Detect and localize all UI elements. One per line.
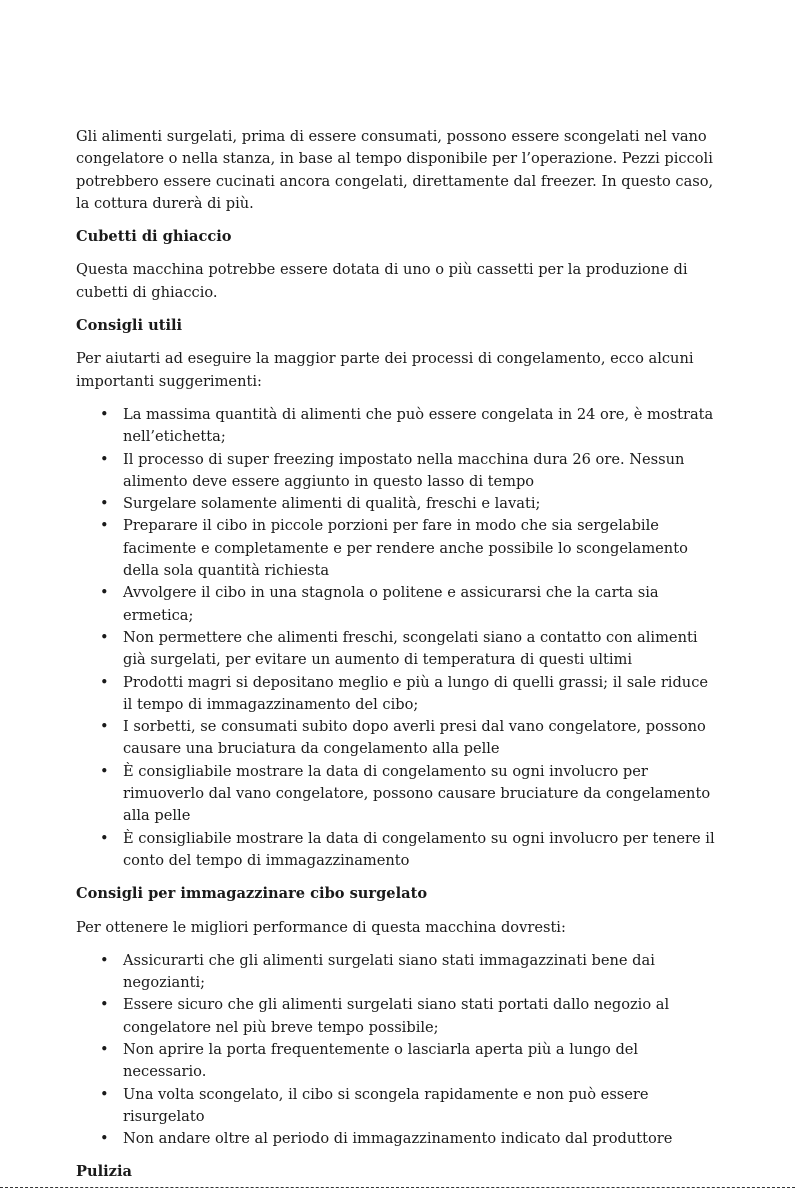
frozen-storage-list (76, 950, 721, 1151)
heading-frozen-storage: Consigli per immagazzinare cibo surgelato (76, 885, 428, 903)
list-item (76, 515, 721, 582)
list-item-text: Essere sicuro che gli alimenti surgelati siano stati portati dallo negozio al congelatore nel più breve tempo possibile; (123, 996, 670, 1036)
list-item (76, 950, 721, 995)
list-item-text: Surgelare solamente alimenti di qualità, freschi e lavati; (123, 495, 541, 513)
list-item (76, 449, 721, 494)
bullet-icon: • (100, 1085, 109, 1103)
list-item-text: Prodotti magri si depositano meglio e più a lungo di quelli grassi; il sale riduce il tempo di immagazzinamento del cibo; (123, 673, 709, 713)
list-item (76, 493, 721, 515)
bullet-icon: • (100, 996, 109, 1014)
list-item-text: È consigliabile mostrare la data di congelamento su ogni involucro per rimuoverlo dal vano congelatore, possono causare bruciature da congelamento alla pelle (123, 762, 711, 825)
document-page (76, 126, 721, 1195)
list-item-text: I sorbetti, se consumati subito dopo averli presi dal vano congelatore, possono causare una bruciatura da congelamento alla pelle (123, 718, 706, 758)
frozen-storage-paragraph: Per ottenere le migliori performance di questa macchina dovresti: (76, 918, 566, 936)
list-item (76, 761, 721, 828)
page-bottom-divider (0, 1187, 795, 1188)
list-item-text: Non aprire la porta frequentemente o lasciarla aperta più a lungo del necessario. (123, 1040, 639, 1081)
list-item (76, 994, 721, 1039)
list-item (76, 716, 721, 761)
list-item (76, 627, 721, 672)
useful-tips-paragraph: Per aiutarti ad eseguire la maggior parte dei processi di congelamento, ecco alcuni importanti suggerimenti: (76, 350, 694, 390)
bullet-icon: • (100, 1040, 109, 1058)
bullet-icon: • (100, 951, 109, 969)
bullet-icon: • (100, 1130, 109, 1148)
useful-tips-list (76, 404, 721, 872)
list-item-text: È consigliabile mostrare la data di congelamento su ogni involucro per tenere il conto del tempo di immagazzinamento (123, 829, 715, 869)
list-item-text: Avvolgere il cibo in una stagnola o politene e assicurarsi che la carta sia ermetica; (123, 584, 659, 624)
list-item (76, 672, 721, 717)
list-item (76, 1128, 721, 1150)
bullet-icon: • (100, 762, 109, 780)
bullet-icon: • (100, 718, 109, 736)
bullet-icon: • (100, 450, 109, 468)
list-item (76, 1039, 721, 1084)
bullet-icon: • (100, 405, 109, 423)
list-item-text: Una volta scongelato, il cibo si scongela rapidamente e non può essere risurgelato (123, 1085, 649, 1125)
list-item-text: Il processo di super freezing impostato nella macchina dura 26 ore. Nessun alimento deve essere aggiunto in questo lasso di tempo (123, 450, 685, 490)
list-item-text: Assicurarti che gli alimenti surgelati siano stati immagazzinati bene dai negozianti; (123, 951, 655, 992)
heading-ice-cubes: Cubetti di ghiaccio (76, 228, 232, 246)
list-item-text: Preparare il cibo in piccole porzioni per fare in modo che sia sergelabile facimente e completamente e per rendere anche possibile lo scongelamento della sola quantità richiesta (123, 517, 688, 580)
heading-useful-tips: Consigli utili (76, 317, 183, 335)
ice-cubes-paragraph: Questa macchina potrebbe essere dotata di uno o più cassetti per la produzione di cubetti di ghiaccio. (76, 261, 688, 301)
bullet-icon: • (100, 517, 109, 535)
intro-paragraph: Gli alimenti surgelati, prima di essere consumati, possono essere scongelati nel vano congelatore o nella stanza, in base al tempo disponibile per l’operazione. Pezzi piccoli potrebbero essere cucinati ancora congelati, direttamente dal freezer. In questo caso, la cottura durerà di più. (76, 128, 714, 212)
list-item-text: La massima quantità di alimenti che può essere congelata in 24 ore, è mostrata nell’etichetta; (123, 405, 714, 446)
heading-cleaning: Pulizia (76, 1163, 132, 1181)
list-item (76, 1084, 721, 1129)
bullet-icon: • (100, 495, 109, 513)
list-item (76, 828, 721, 873)
list-item (76, 404, 721, 449)
bullet-icon: • (100, 673, 109, 691)
list-item (76, 582, 721, 627)
list-item-text: Non andare oltre al periodo di immagazzinamento indicato dal produttore (123, 1130, 673, 1148)
bullet-icon: • (100, 628, 109, 646)
list-item-text: Non permettere che alimenti freschi, scongelati siano a contatto con alimenti già surgelati, per evitare un aumento di temperatura di questi ultimi (123, 628, 698, 669)
bullet-icon: • (100, 584, 109, 602)
bullet-icon: • (100, 829, 109, 847)
